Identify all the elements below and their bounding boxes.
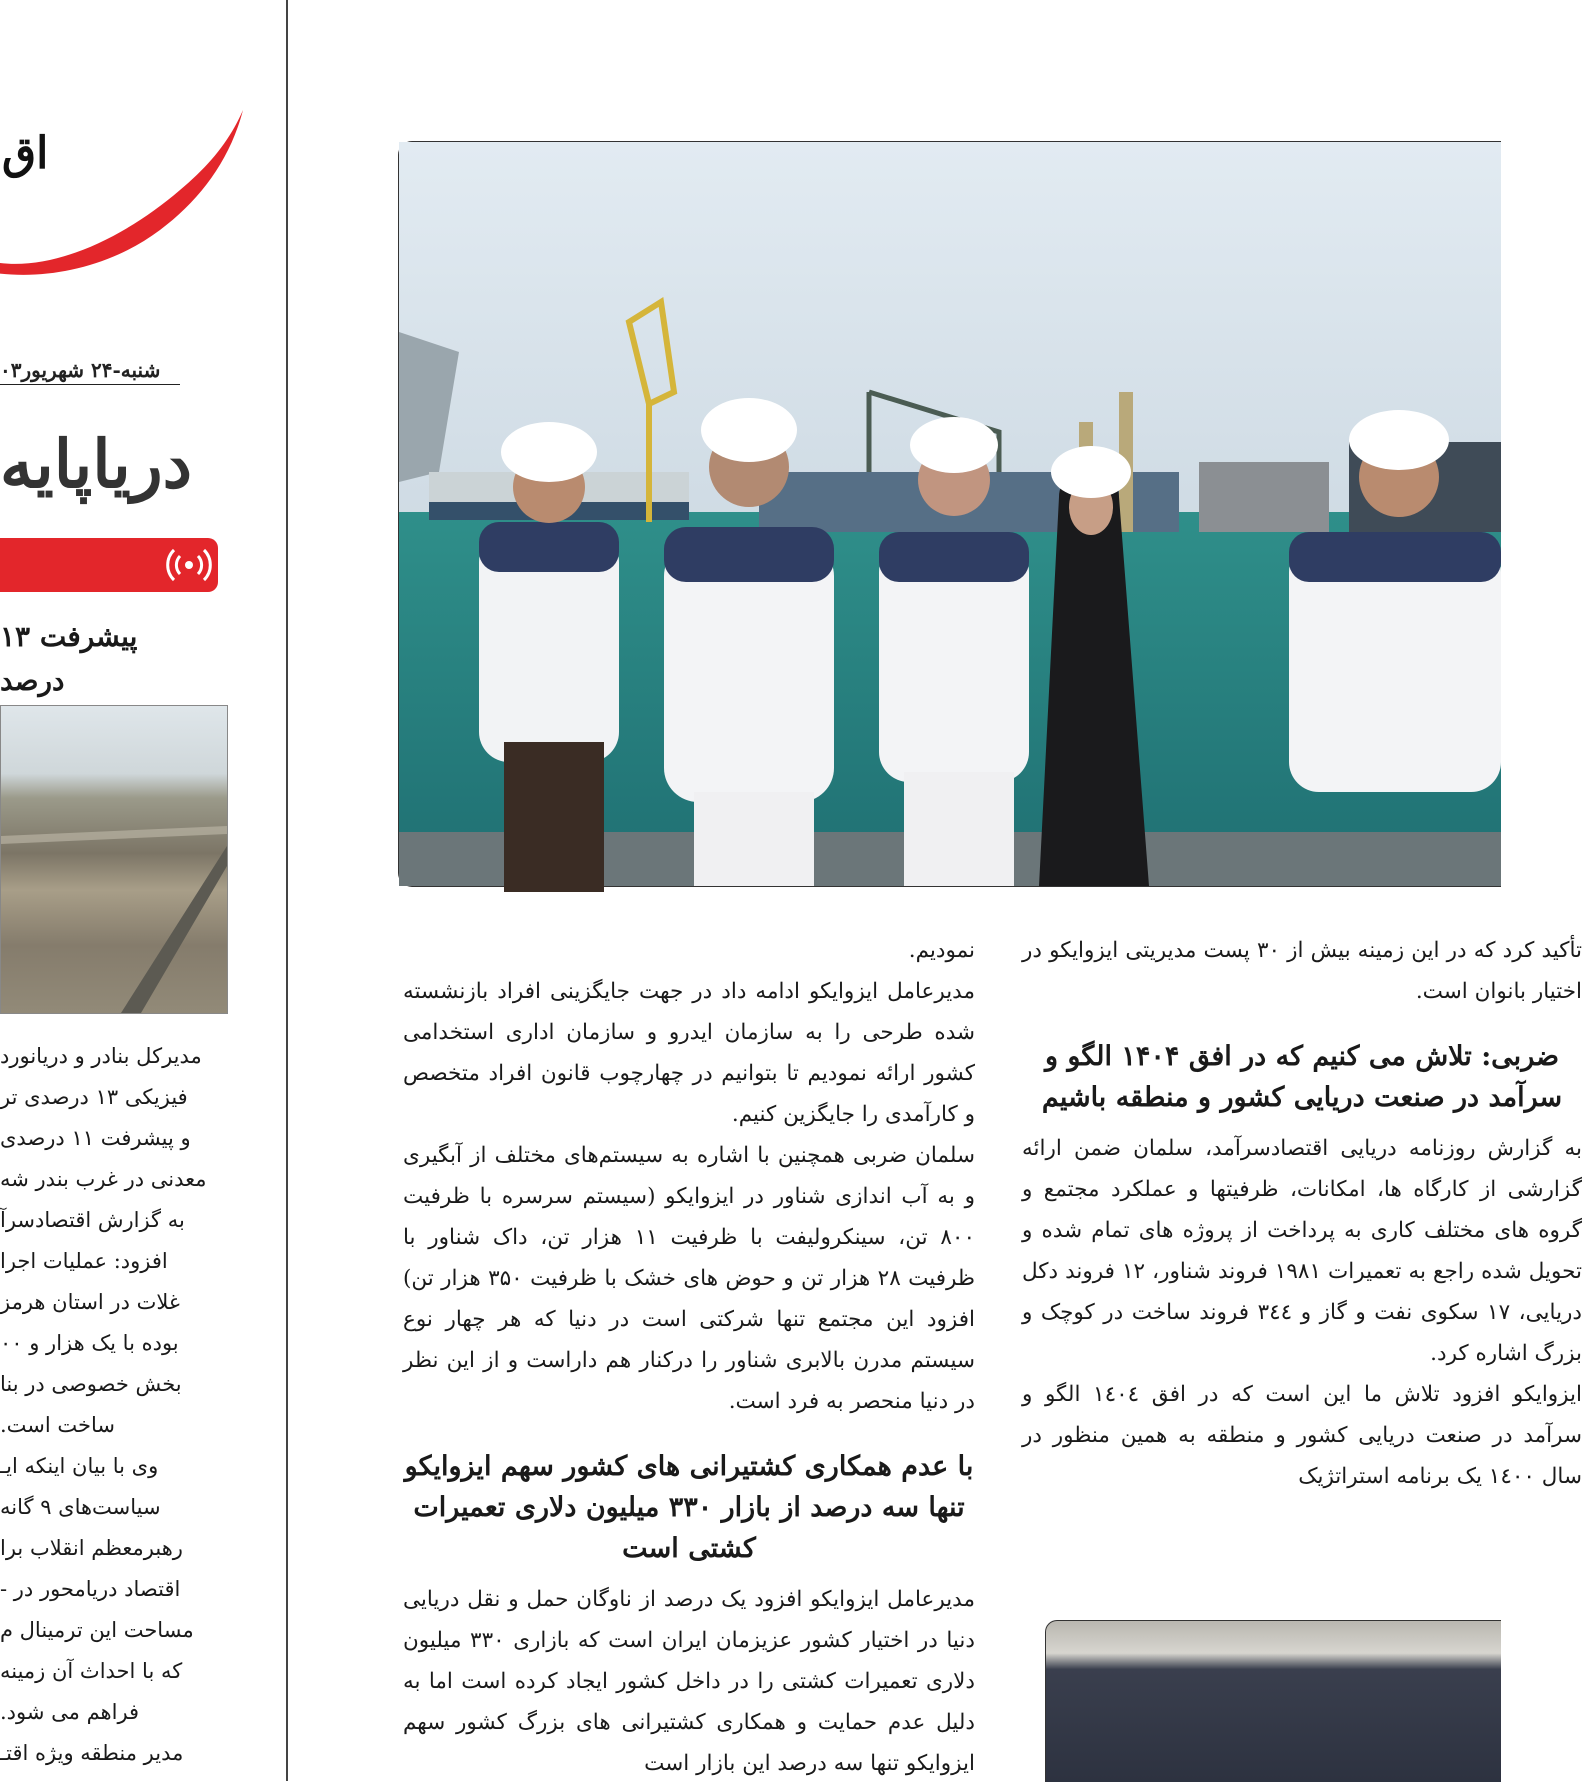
left-text-line: مدیر منطقه ویژه اقتـ <box>0 1741 184 1765</box>
left-article-text <box>0 1036 215 1774</box>
middle-paragraph: مدیرعامل ایزوایکو افزود یک درصد از ناوگان حمل و نقل دریایی دنیا در اختیار کشور عزیزمان ایران است که بازاری ۳۳۰ میلیون دلاری تعمیرات کشتی را در داخل کشور ایجاد کرده است اما به دلیل عدم حمایت و همکاری کشتیرانی های بزرگ کشور سهم ایزوایکو تنها سه درصد این بازار است <box>403 1587 975 1776</box>
middle-column <box>403 930 975 1784</box>
left-text-line: و پیشرفت ۱۱ درصدی <box>0 1126 191 1150</box>
left-text-line: رهبرمعظم انقلاب برا <box>0 1536 183 1560</box>
left-text-line: که با احداث آن زمینه <box>0 1659 183 1683</box>
right-column-inner <box>1022 930 1582 1497</box>
left-article-photo <box>0 705 228 1014</box>
right-article-photo <box>1045 1620 1501 1782</box>
left-column <box>0 0 290 1781</box>
left-text-line: سیاست‌های ۹ گانه <box>0 1495 161 1519</box>
main-photo <box>398 141 1501 887</box>
main-headline: دریاپایه <box>0 425 192 503</box>
logo-text: اق <box>2 128 49 179</box>
left-text-line: به گزارش اقتصادسرآ <box>0 1208 185 1232</box>
left-text-line: اقتصاد دریامحور در - <box>0 1577 181 1601</box>
issue-date: شنبه-۲۴ شهریور۰۳ <box>0 358 180 385</box>
broadcast-icon <box>168 544 210 586</box>
left-text-line: فراهم می شود. <box>0 1700 140 1724</box>
right-paragraph: به گزارش روزنامه دریایی اقتصادسرآمد، سلمان ضمن ارائه گزارشی از کارگاه ها، امکانات، ظرفیتها و عملکرد مجتمع و گروه های مختلف کاری به پرداخت از پروژه های تمام شده و تحویل شده راجع به تعمیرات ۱۹۸۱ فروند شناور، ۱۲ فروند دکل دریایی، ۱۷ سکوی نفت و گاز و ۳٤٤ فروند ساخت در کوچک و بزرگ اشاره کرد. <box>1022 1136 1582 1366</box>
middle-paragraph: سلمان ضربی همچنین با اشاره به سیستم‌های مختلف از آبگیری و به آب اندازی شناور در ایزوایکو (سیستم سرسره با ظرفیت ۸۰۰ تن، سینکرولیفت با ظرفیت ۱۱ هزار تن، داک شناور با ظرفیت ۲۸ هزار تن و حوض های خشک با ظرفیت ۳۵۰ هزار تن) افزود این مجتمع تنها شرکتی است در دنیا که هر چهار نوع سیستم مدرن بالابری شناور را درکنار هم داراست و از این نظر در دنیا منحصر به فرد است. <box>403 1143 975 1414</box>
right-intro-paragraph: تأکید کرد که در این زمینه بیش از ۳۰ پست مدیریتی ایزوایکو در اختیار بانوان است. <box>1022 938 1582 1004</box>
left-text-line: مساحت این ترمینال م <box>0 1618 194 1642</box>
left-text-line: افزود: عملیات اجرا <box>0 1249 168 1273</box>
column-divider <box>286 0 288 1781</box>
middle-paragraph: نمودیم. <box>908 938 975 963</box>
left-text-line: وی با بیان اینکه ایـ <box>0 1454 159 1478</box>
right-paragraph: ایزوایکو افزود تلاش ما این است که در افق ١٤٠٤ الگو و سرآمد در صنعت دریایی کشور و منطقه به همین منظور در سال ١٤٠٠ یک برنامه استراتژیک <box>1022 1382 1582 1489</box>
middle-paragraph: مدیرعامل ایزوایکو ادامه داد در جهت جایگزینی افراد بازنشسته شده طرحی را به سازمان ایدرو و سازمان اداری استخدامی کشور ارائه نمودیم تا بتوانیم در چهارچوب قانون افراد متخصص و کارآمدی را جایگزین کنیم. <box>403 979 975 1127</box>
right-subheading: ضربی: تلاش می کنیم که در افق ۱۴۰۴ الگو و سرآمد در صنعت دریایی کشور و منطقه باشیم <box>1041 1041 1563 1113</box>
left-text-line: بوده با یک هزار و ۰۰ <box>0 1331 179 1355</box>
left-text-line: بخش خصوصی در بنا <box>0 1372 182 1396</box>
left-sub-headline-line: پیشرفت ۱۳ درصد <box>0 620 138 697</box>
left-text-line: معدنی در غرب بندر شه <box>0 1167 207 1191</box>
left-text-line: مدیرکل بنادر و دریانورد <box>0 1044 202 1068</box>
section-bar <box>0 538 218 592</box>
shipyard-officials-photo-graphic <box>399 142 1501 886</box>
left-text-line: غلات در استان هرمز <box>0 1290 180 1314</box>
middle-subheading: با عدم همکاری کشتیرانی های کشور سهم ایزوایکو تنها سه درصد از بازار ۳۳۰ میلیون دلاری تعمیرات کشتی است <box>404 1451 974 1564</box>
left-text-line: ساخت است. <box>0 1413 115 1437</box>
road-landscape-graphic <box>1 706 227 1013</box>
right-column <box>1022 930 1582 1497</box>
left-text-line: فیزیکی ۱۳ درصدی تر <box>0 1085 188 1109</box>
